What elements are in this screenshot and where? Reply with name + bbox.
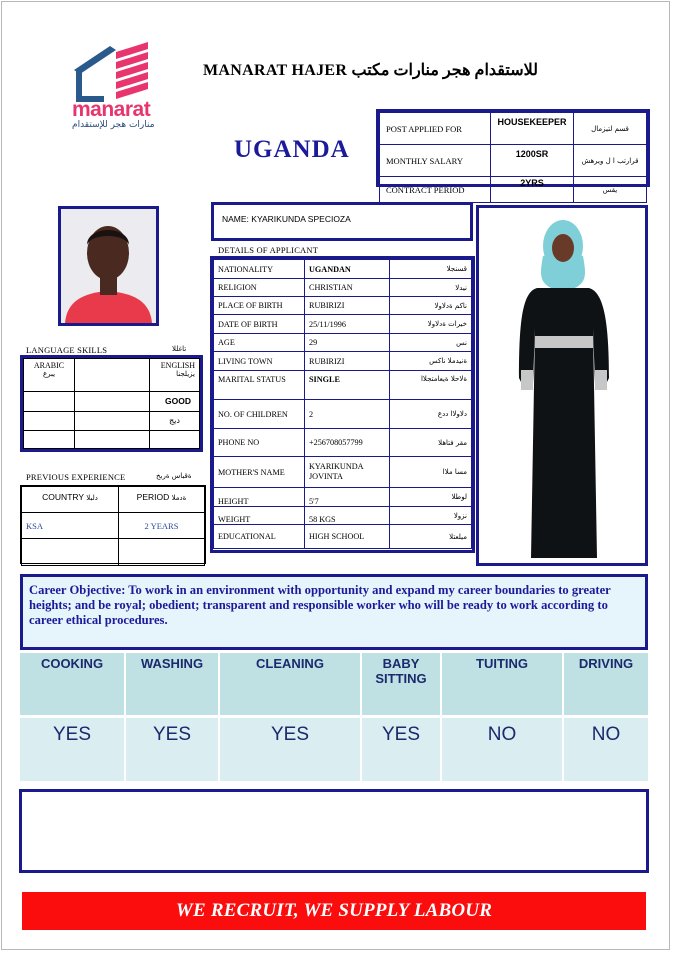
detail-row [214, 488, 472, 507]
detail-arabic: قسنجلا [390, 260, 472, 279]
experience-row [22, 513, 205, 539]
contract-arabic: يقس [574, 177, 647, 203]
details-table-box [210, 256, 475, 553]
detail-value: RUBIRIZI [305, 297, 390, 315]
skill-value-cooking: YES [20, 718, 126, 781]
arabic-language-cell [24, 359, 75, 392]
english-label-arabic: يزيلجنا [176, 370, 195, 378]
detail-row [214, 352, 472, 371]
detail-arabic: ةلاحلا ةيعامتجلاا [390, 371, 472, 400]
applicant-name-box [211, 202, 473, 241]
detail-label: EDUCATIONAL [214, 525, 305, 549]
experience-title: PREVIOUS EXPERIENCE [26, 472, 126, 482]
post-arabic: قسم لتيزمال [574, 113, 647, 145]
contract-row [380, 177, 647, 203]
details-title: DETAILS OF APPLICANT [218, 245, 319, 255]
detail-arabic: ناكم ةدلاولا [390, 297, 472, 315]
period-header [119, 487, 205, 513]
detail-value: 29 [305, 334, 390, 352]
full-body-photo [476, 205, 648, 566]
skill-header-tuiting: TUITING [442, 653, 564, 715]
experience-title-arabic: ةقباس ةربخ [156, 472, 192, 480]
english-language-cell [150, 359, 200, 392]
contract-value: 2YRS [491, 177, 574, 203]
experience-row [22, 539, 205, 566]
detail-label: MARITAL STATUS [214, 371, 305, 400]
country-header-label: COUNTRY [42, 492, 84, 502]
detail-row [214, 371, 472, 400]
detail-label: NO. OF CHILDREN [214, 400, 305, 429]
detail-row [214, 400, 472, 429]
english-level: GOOD [150, 391, 200, 411]
skill-header-cleaning: CLEANING [220, 653, 362, 715]
detail-arabic: مسا ملاا [390, 457, 472, 488]
detail-arabic: ميلعتلا [390, 525, 472, 549]
logo-tagline: منارات هجر للإستقدام [72, 120, 155, 130]
period-header-arabic: ةدملا [171, 494, 187, 502]
detail-arabic: نزولا [390, 507, 472, 525]
salary-row [380, 145, 647, 177]
arabic-label-arabic: يبرع [42, 370, 56, 378]
arabic-level-cell [75, 359, 150, 392]
country-header [22, 487, 119, 513]
english-label: ENGLISH [160, 361, 195, 370]
salary-value: 1200SR [491, 145, 574, 177]
detail-value: RUBIRIZI [305, 352, 390, 371]
language-row [24, 412, 200, 430]
skill-value-baby-sitting: YES [362, 718, 442, 781]
detail-value: KYARIKUNDA JOVINTA [305, 457, 390, 488]
detail-label: HEIGHT [214, 488, 305, 507]
logo-name: manarat [72, 98, 151, 121]
detail-label: WEIGHT [214, 507, 305, 525]
empty-cell [119, 539, 205, 566]
empty-cell [22, 539, 119, 566]
contract-label: CONTRACT PERIOD [380, 177, 491, 203]
detail-label: LIVING TOWN [214, 352, 305, 371]
detail-label: PLACE OF BIRTH [214, 297, 305, 315]
details-table [213, 259, 472, 549]
empty-cell [75, 391, 150, 411]
logo-house-icon [68, 40, 158, 102]
level-arabic: ديج [150, 412, 200, 430]
language-row [24, 430, 200, 448]
detail-row [214, 279, 472, 297]
detail-arabic: لوطلا [390, 488, 472, 507]
empty-cell [75, 430, 150, 448]
experience-table-box [20, 485, 206, 564]
empty-cell [150, 430, 200, 448]
detail-label: RELIGION [214, 279, 305, 297]
empty-cell [24, 430, 75, 448]
headshot-photo [58, 206, 159, 326]
skills-header-row [20, 653, 648, 715]
recruit-banner: WE RECRUIT, WE SUPPLY LABOUR [22, 892, 646, 930]
salary-label: MONTHLY SALARY [380, 145, 491, 177]
experience-country: KSA [22, 513, 119, 539]
empty-cell [75, 412, 150, 430]
skill-header-baby-sitting: BABY SITTING [362, 653, 442, 715]
detail-value: HIGH SCHOOL [305, 525, 390, 549]
country-heading: UGANDA [234, 136, 350, 163]
experience-table [21, 486, 205, 566]
post-table [379, 112, 647, 203]
language-title-arabic: تاغللا [172, 345, 187, 353]
language-table-box [20, 355, 203, 452]
detail-value: CHRISTIAN [305, 279, 390, 297]
language-row [24, 391, 200, 411]
detail-arabic: دلاولاا ددع [390, 400, 472, 429]
headshot-person-icon [61, 209, 156, 323]
detail-arabic: مقر فتاهلا [390, 429, 472, 457]
post-table-box [376, 109, 650, 195]
post-row [380, 113, 647, 145]
detail-value: 58 KGS [305, 507, 390, 525]
language-row [24, 359, 200, 392]
skill-value-driving: NO [564, 718, 648, 781]
detail-label: DATE OF BIRTH [214, 315, 305, 334]
career-objective-text: Career Objective: To work in an environment with opportunity and expand my career boundaries to greater heights; and be royal; obedient; transparent and responsible worker who will be ready to work according to career ethical procedures. [29, 583, 611, 627]
detail-row [214, 525, 472, 549]
page-title: MANARAT HAJER للاستقدام هجر منارات مكتب [203, 62, 539, 79]
logo [68, 40, 158, 132]
period-header-label: PERIOD [136, 492, 170, 502]
skills-grid [20, 653, 648, 781]
detail-value: 25/11/1996 [305, 315, 390, 334]
detail-label: PHONE NO [214, 429, 305, 457]
skill-value-tuiting: NO [442, 718, 564, 781]
post-value: HOUSEKEEPER [491, 113, 574, 145]
detail-row [214, 315, 472, 334]
skill-header-washing: WASHING [126, 653, 220, 715]
detail-row [214, 260, 472, 279]
skills-value-row [20, 718, 648, 781]
detail-arabic: نيدلا [390, 279, 472, 297]
detail-value: SINGLE [305, 371, 390, 400]
full-body-person-icon [479, 208, 645, 563]
detail-value: 5'7 [305, 488, 390, 507]
detail-row [214, 297, 472, 315]
detail-value: UGANDAN [305, 260, 390, 279]
skill-header-driving: DRIVING [564, 653, 648, 715]
skill-value-washing: YES [126, 718, 220, 781]
empty-cell [24, 412, 75, 430]
detail-value: +256708057799 [305, 429, 390, 457]
detail-row [214, 334, 472, 352]
career-objective-box [20, 574, 648, 650]
detail-label: AGE [214, 334, 305, 352]
language-title: LANGUAGE SKILLS [26, 345, 108, 355]
notes-box [19, 789, 649, 873]
salary-arabic: قرارتب ا ل ويرهش [574, 145, 647, 177]
post-label: POST APPLIED FOR [380, 113, 491, 145]
skill-value-cleaning: YES [220, 718, 362, 781]
experience-header-row [22, 487, 205, 513]
skill-header-cooking: COOKING [20, 653, 126, 715]
detail-value: 2 [305, 400, 390, 429]
applicant-name: NAME: KYARIKUNDA SPECIOZA [222, 214, 351, 224]
detail-label: NATIONALITY [214, 260, 305, 279]
experience-period: 2 YEARS [119, 513, 205, 539]
empty-cell [24, 391, 75, 411]
detail-arabic: نس [390, 334, 472, 352]
language-table [23, 358, 200, 449]
detail-row [214, 457, 472, 488]
detail-row [214, 429, 472, 457]
country-header-arabic: دلبلا [86, 494, 98, 502]
detail-arabic: خيرات ةدلاولا [390, 315, 472, 334]
arabic-label: ARABIC [33, 361, 65, 370]
detail-row [214, 507, 472, 525]
detail-arabic: ةنيدملا ناكس [390, 352, 472, 371]
detail-label: MOTHER'S NAME [214, 457, 305, 488]
